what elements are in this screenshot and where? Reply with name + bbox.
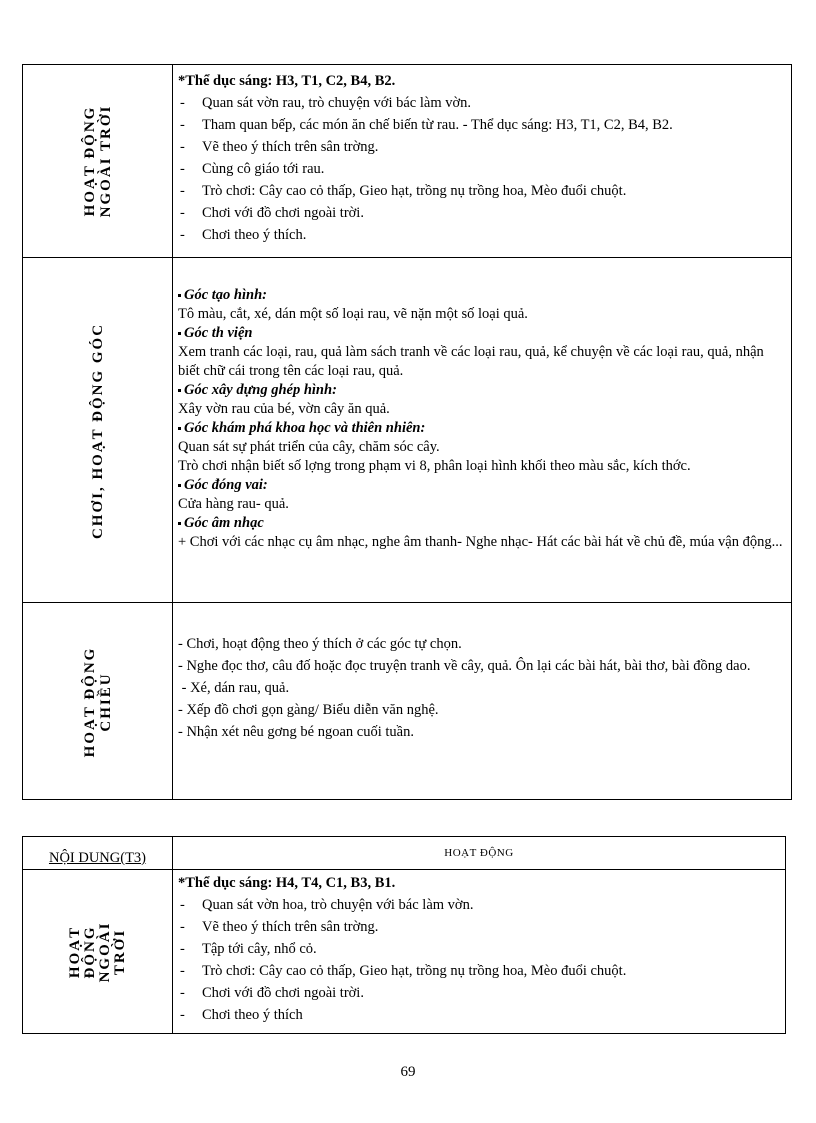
corner-label: CHƠI, HOẠT ĐỘNG GÓC (89, 322, 106, 539)
afternoon-line: - Xếp đồ chơi gọn gàng/ Biểu diễn văn nghệ. (178, 702, 439, 718)
corner-title: Góc âm nhạc (178, 514, 783, 533)
outdoor-label-cell (23, 65, 173, 257)
afternoon-line: - Chơi, hoạt động theo ý thích ở các góc tự chọn. (178, 636, 462, 652)
outdoor-label-2: HOẠT ĐỘNG NGOÀI TRỜI (66, 921, 128, 982)
outdoor-activity-row (23, 65, 791, 257)
table-header (23, 837, 785, 870)
afternoon-line: - Nhận xét nêu gơng bé ngoan cuối tuần. (178, 724, 414, 740)
list-item: - Trò chơi: Cây cao cỏ thấp, Gieo hạt, trồng nụ trồng hoa, Mèo đuổi chuột. (180, 963, 627, 979)
corner-title: Góc xây dựng ghép hình: (178, 381, 783, 400)
afternoon-line: - Nghe đọc thơ, câu đố hoặc đọc truyện tranh về cây, quả. Ôn lại các bài hát, bài thơ, bài đồng dao. (178, 658, 751, 674)
afternoon-content (178, 633, 783, 800)
corner-line: Xem tranh các loại, rau, quả làm sách tranh về các loại rau, quả, kể chuyện về các loại rau, quả, nhận (178, 344, 764, 360)
morning-exercise-heading: *Thể dục sáng: H3, T1, C2, B4, B2. (178, 73, 396, 89)
afternoon-line: - Xé, dán rau, quả. (178, 680, 290, 696)
list-item: - Trò chơi: Cây cao cỏ thấp, Gieo hạt, trồng nụ trồng hoa, Mèo đuổi chuột. (180, 183, 627, 199)
corner-line: + Chơi với các nhạc cụ âm nhạc, nghe âm thanh- Nghe nhạc- Hát các bài hát về chủ đề, múa vận động... (178, 534, 783, 550)
outdoor-label: HOẠT ĐỘNG NGOÀI TRỜI (81, 104, 114, 218)
list-item: - Cùng cô giáo tới rau. (180, 161, 325, 177)
corner-label-cell (23, 258, 173, 603)
corner-line: Cửa hàng rau- quả. (178, 496, 289, 512)
list-item: - Chơi với đồ chơi ngoài trời. (180, 205, 364, 221)
list-item: - Tập tới cây, nhổ cỏ. (180, 941, 317, 957)
corner-content (178, 286, 783, 603)
list-item: - Chơi theo ý thích (180, 1007, 303, 1023)
list-item: - Quan sát vờn hoa, trò chuyện với bác làm vờn. (180, 897, 474, 913)
corner-title: Góc đóng vai: (178, 476, 783, 495)
outdoor-content (178, 70, 783, 257)
outdoor-content-2 (178, 872, 777, 1033)
list-item: - Chơi với đồ chơi ngoài trời. (180, 985, 364, 1001)
corner-activity-row (23, 257, 791, 603)
corner-line: Tô màu, cắt, xé, dán một số loại rau, vẽ nặn một số loại quả. (178, 306, 528, 322)
header-content-label: NỘI DUNG(T3) (23, 837, 173, 869)
corner-line: Trò chơi nhận biết số lợng trong phạm vi 8, phân loại hình khối theo màu sắc, kích thớc. (178, 458, 691, 474)
page-number: 69 (400, 1064, 416, 1080)
header-activity-label: HOẠT ĐỘNG (444, 847, 514, 859)
corner-title: Góc th viện (178, 324, 783, 343)
list-item: - Tham quan bếp, các món ăn chế biến từ rau. - Thể dục sáng: H3, T1, C2, B4, B2. (180, 117, 673, 133)
morning-exercise-heading-2: *Thể dục sáng: H4, T4, C1, B3, B1. (178, 875, 396, 891)
list-item: - Quan sát vờn rau, trò chuyện với bác làm vờn. (180, 95, 472, 111)
corner-title: Góc tạo hình: (178, 286, 783, 305)
corner-line: Xây vờn rau của bé, vờn cây ăn quả. (178, 401, 390, 417)
list-item: - Vẽ theo ý thích trên sân trờng. (180, 139, 379, 155)
list-item: - Chơi theo ý thích. (180, 227, 307, 243)
afternoon-label-cell (23, 603, 173, 800)
corner-line: Quan sát sự phát triển của cây, chăm sóc cây. (178, 439, 440, 455)
corner-line: biết chữ cái trong tên các loại rau, quả. (178, 363, 404, 379)
corner-title: Góc khám phá khoa học và thiên nhiên: (178, 419, 783, 438)
activity-table-2 (22, 836, 786, 1034)
activity-table-1 (22, 64, 792, 800)
afternoon-activity-row (23, 602, 791, 800)
list-item: - Vẽ theo ý thích trên sân trờng. (180, 919, 379, 935)
outdoor-activity-row-2 (23, 870, 785, 1033)
outdoor-label-cell-2 (23, 870, 173, 1033)
afternoon-label: HOẠT ĐỘNG CHIỀU (81, 646, 114, 757)
